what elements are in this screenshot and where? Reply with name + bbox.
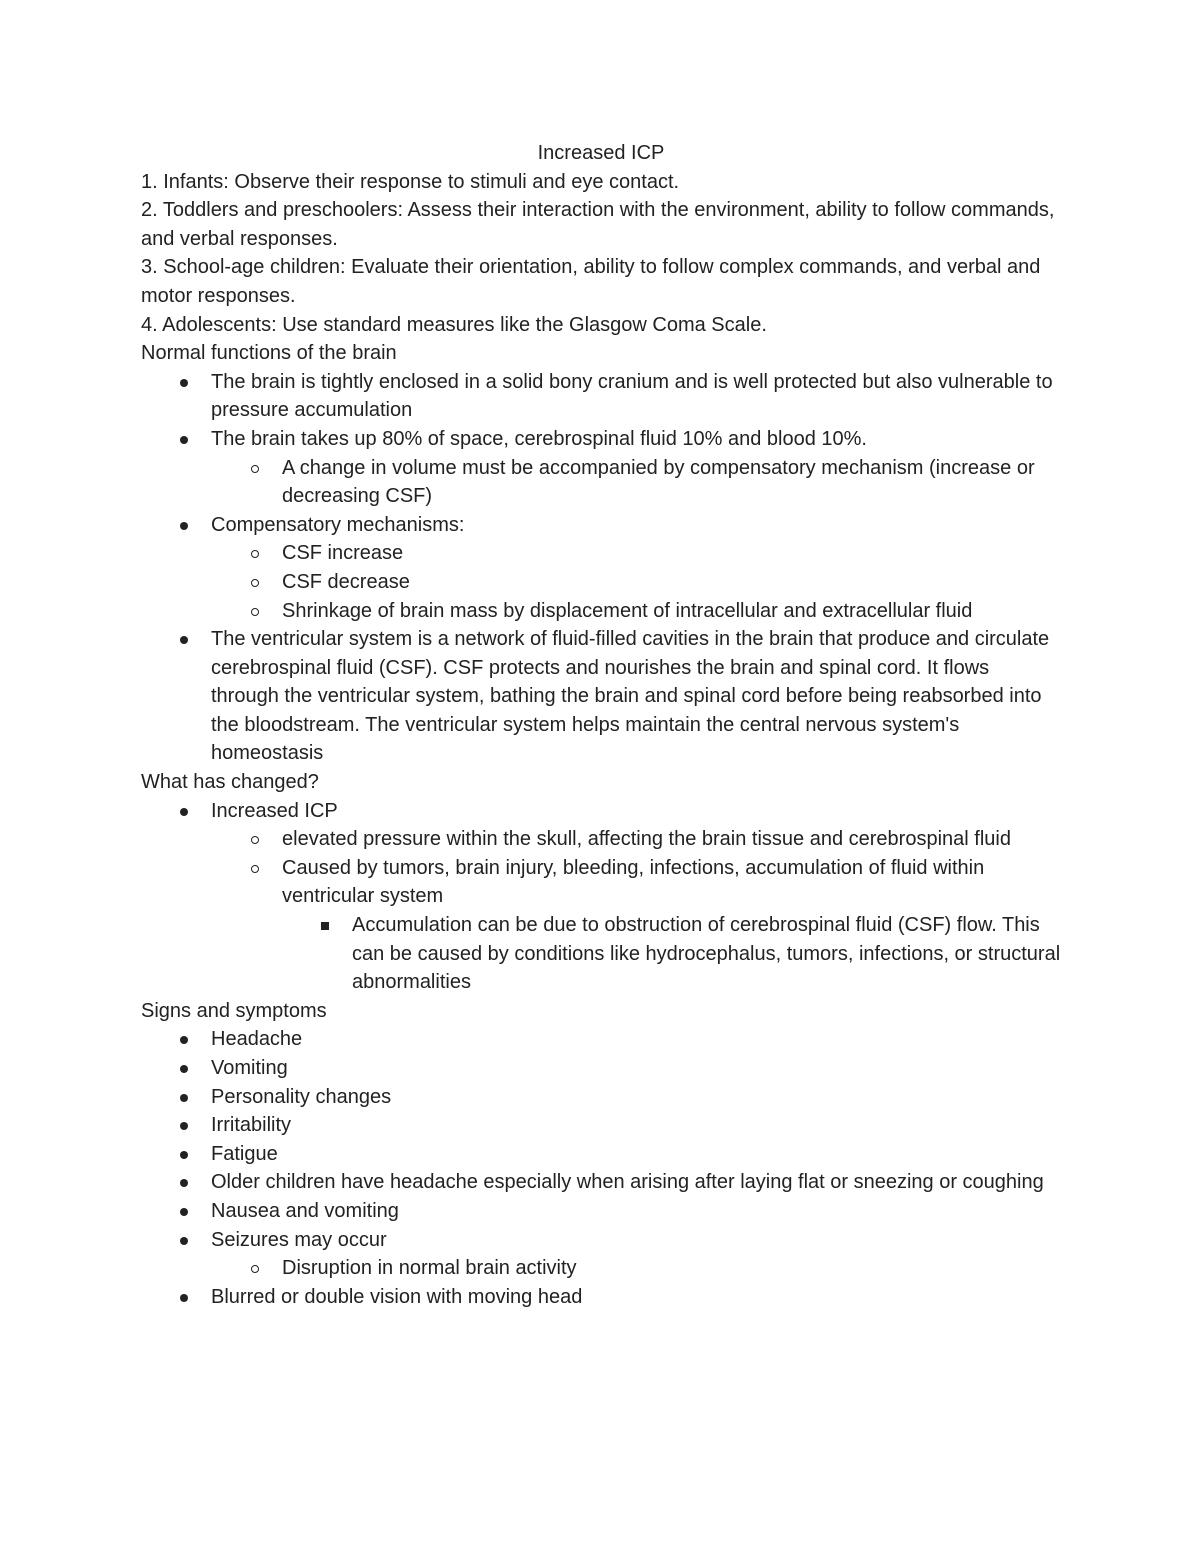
list-item — [141, 454, 1061, 511]
circle-bullet-icon — [248, 1254, 268, 1283]
bullet-icon — [177, 1197, 197, 1226]
bullet-icon — [177, 1054, 197, 1083]
list-item — [141, 1025, 1061, 1054]
list-item-text: Accumulation can be due to obstruction of cerebrospinal fluid (CSF) flow. This can be caused by conditions like hydrocephalus, tumors, infections, or structural abnormalities — [352, 914, 1061, 994]
list-item-text: Shrinkage of brain mass by displacement of intracellular and extracellular fluid — [282, 599, 973, 622]
list-item — [141, 568, 1061, 597]
list-item-text: CSF decrease — [282, 570, 410, 593]
list-item — [141, 539, 1061, 568]
list-item — [141, 1111, 1061, 1140]
list-item-text: A change in volume must be accompanied by compensatory mechanism (increase or decreasing CSF) — [282, 456, 1035, 508]
list-item-text: Personality changes — [211, 1085, 392, 1108]
bullet-icon — [177, 1283, 197, 1312]
list-item-text: Vomiting — [211, 1057, 288, 1079]
bullet-icon — [177, 797, 197, 826]
numbered-item: 2. Toddlers and preschoolers: Assess their interaction with the environment, ability to follow commands, and verbal responses. — [141, 199, 1055, 250]
list-item — [141, 911, 1061, 997]
circle-bullet-icon — [248, 597, 268, 626]
circle-bullet-icon — [248, 568, 268, 597]
circle-bullet-icon — [248, 825, 268, 854]
list-item — [141, 1054, 1061, 1083]
bullet-icon — [177, 1140, 197, 1169]
list-item — [141, 1140, 1061, 1169]
bullet-icon — [177, 368, 197, 397]
list-item — [141, 1197, 1061, 1226]
bullet-icon — [177, 1111, 197, 1140]
list-item — [141, 625, 1061, 768]
list-item-text: Compensatory mechanisms: — [211, 513, 465, 536]
bullet-icon — [177, 1226, 197, 1255]
bullet-icon — [177, 1083, 197, 1112]
list-item-text: Fatigue — [211, 1142, 278, 1165]
bullet-icon — [177, 625, 197, 654]
list-item-text: CSF increase — [282, 542, 404, 565]
list-item-text: The ventricular system is a network of fluid-filled cavities in the brain that produce and circulate cerebrospinal fluid (CSF). CSF protects and nourishes the brain and spinal cord. It flows through the ventricular system, bathing the brain and spinal cord before being reabsorbed into the bloodstream. The ventricular system helps maintain the central nervous system's homeostasis — [211, 628, 1050, 765]
signs-list — [141, 1025, 1061, 1311]
list-item — [141, 854, 1061, 911]
numbered-item: 4. Adolescents: Use standard measures like the Glasgow Coma Scale. — [141, 313, 767, 336]
list-item — [141, 1226, 1061, 1255]
list-item-text: Blurred or double vision with moving head — [211, 1285, 583, 1308]
list-item — [141, 1283, 1061, 1312]
list-item — [141, 425, 1061, 454]
list-item — [141, 1254, 1061, 1283]
list-item-text: The brain is tightly enclosed in a solid bony cranium and is well protected but also vulnerable to pressure accumulation — [211, 370, 1053, 422]
circle-bullet-icon — [248, 539, 268, 568]
bullet-icon — [177, 1025, 197, 1054]
section-heading-signs: Signs and symptoms — [141, 999, 327, 1022]
list-item — [141, 797, 1061, 826]
normal-list — [141, 368, 1061, 768]
numbered-item: 3. School-age children: Evaluate their orientation, ability to follow complex commands, and verbal and motor responses. — [141, 256, 1041, 307]
list-item — [141, 1083, 1061, 1112]
bullet-icon — [177, 511, 197, 540]
document-title: Increased ICP — [537, 142, 665, 164]
numbered-item: 1. Infants: Observe their response to stimuli and eye contact. — [141, 170, 680, 193]
list-item-text: The brain takes up 80% of space, cerebrospinal fluid 10% and blood 10%. — [211, 427, 867, 450]
list-item-text: Caused by tumors, brain injury, bleeding, infections, accumulation of fluid within ventricular system — [282, 856, 985, 908]
circle-bullet-icon — [248, 454, 268, 483]
bullet-icon — [177, 425, 197, 454]
list-item-text: Disruption in normal brain activity — [282, 1257, 577, 1280]
section-heading-changed: What has changed? — [141, 771, 319, 794]
list-item-text: Increased ICP — [211, 799, 338, 822]
document-page — [141, 139, 1061, 1311]
list-item — [141, 1168, 1061, 1197]
changed-list — [141, 797, 1061, 997]
list-item-text: Nausea and vomiting — [211, 1199, 399, 1222]
list-item — [141, 825, 1061, 854]
square-bullet-icon — [318, 911, 338, 940]
list-item — [141, 597, 1061, 626]
list-item — [141, 511, 1061, 540]
bullet-icon — [177, 1168, 197, 1197]
circle-bullet-icon — [248, 854, 268, 883]
list-item-text: Seizures may occur — [211, 1228, 387, 1251]
list-item-text: elevated pressure within the skull, affecting the brain tissue and cerebrospinal fluid — [282, 828, 1011, 851]
list-item — [141, 368, 1061, 425]
section-heading-normal: Normal functions of the brain — [141, 342, 397, 365]
list-item-text: Older children have headache especially when arising after laying flat or sneezing or coughing — [211, 1171, 1044, 1194]
list-item-text: Headache — [211, 1028, 303, 1051]
list-item-text: Irritability — [211, 1114, 292, 1137]
